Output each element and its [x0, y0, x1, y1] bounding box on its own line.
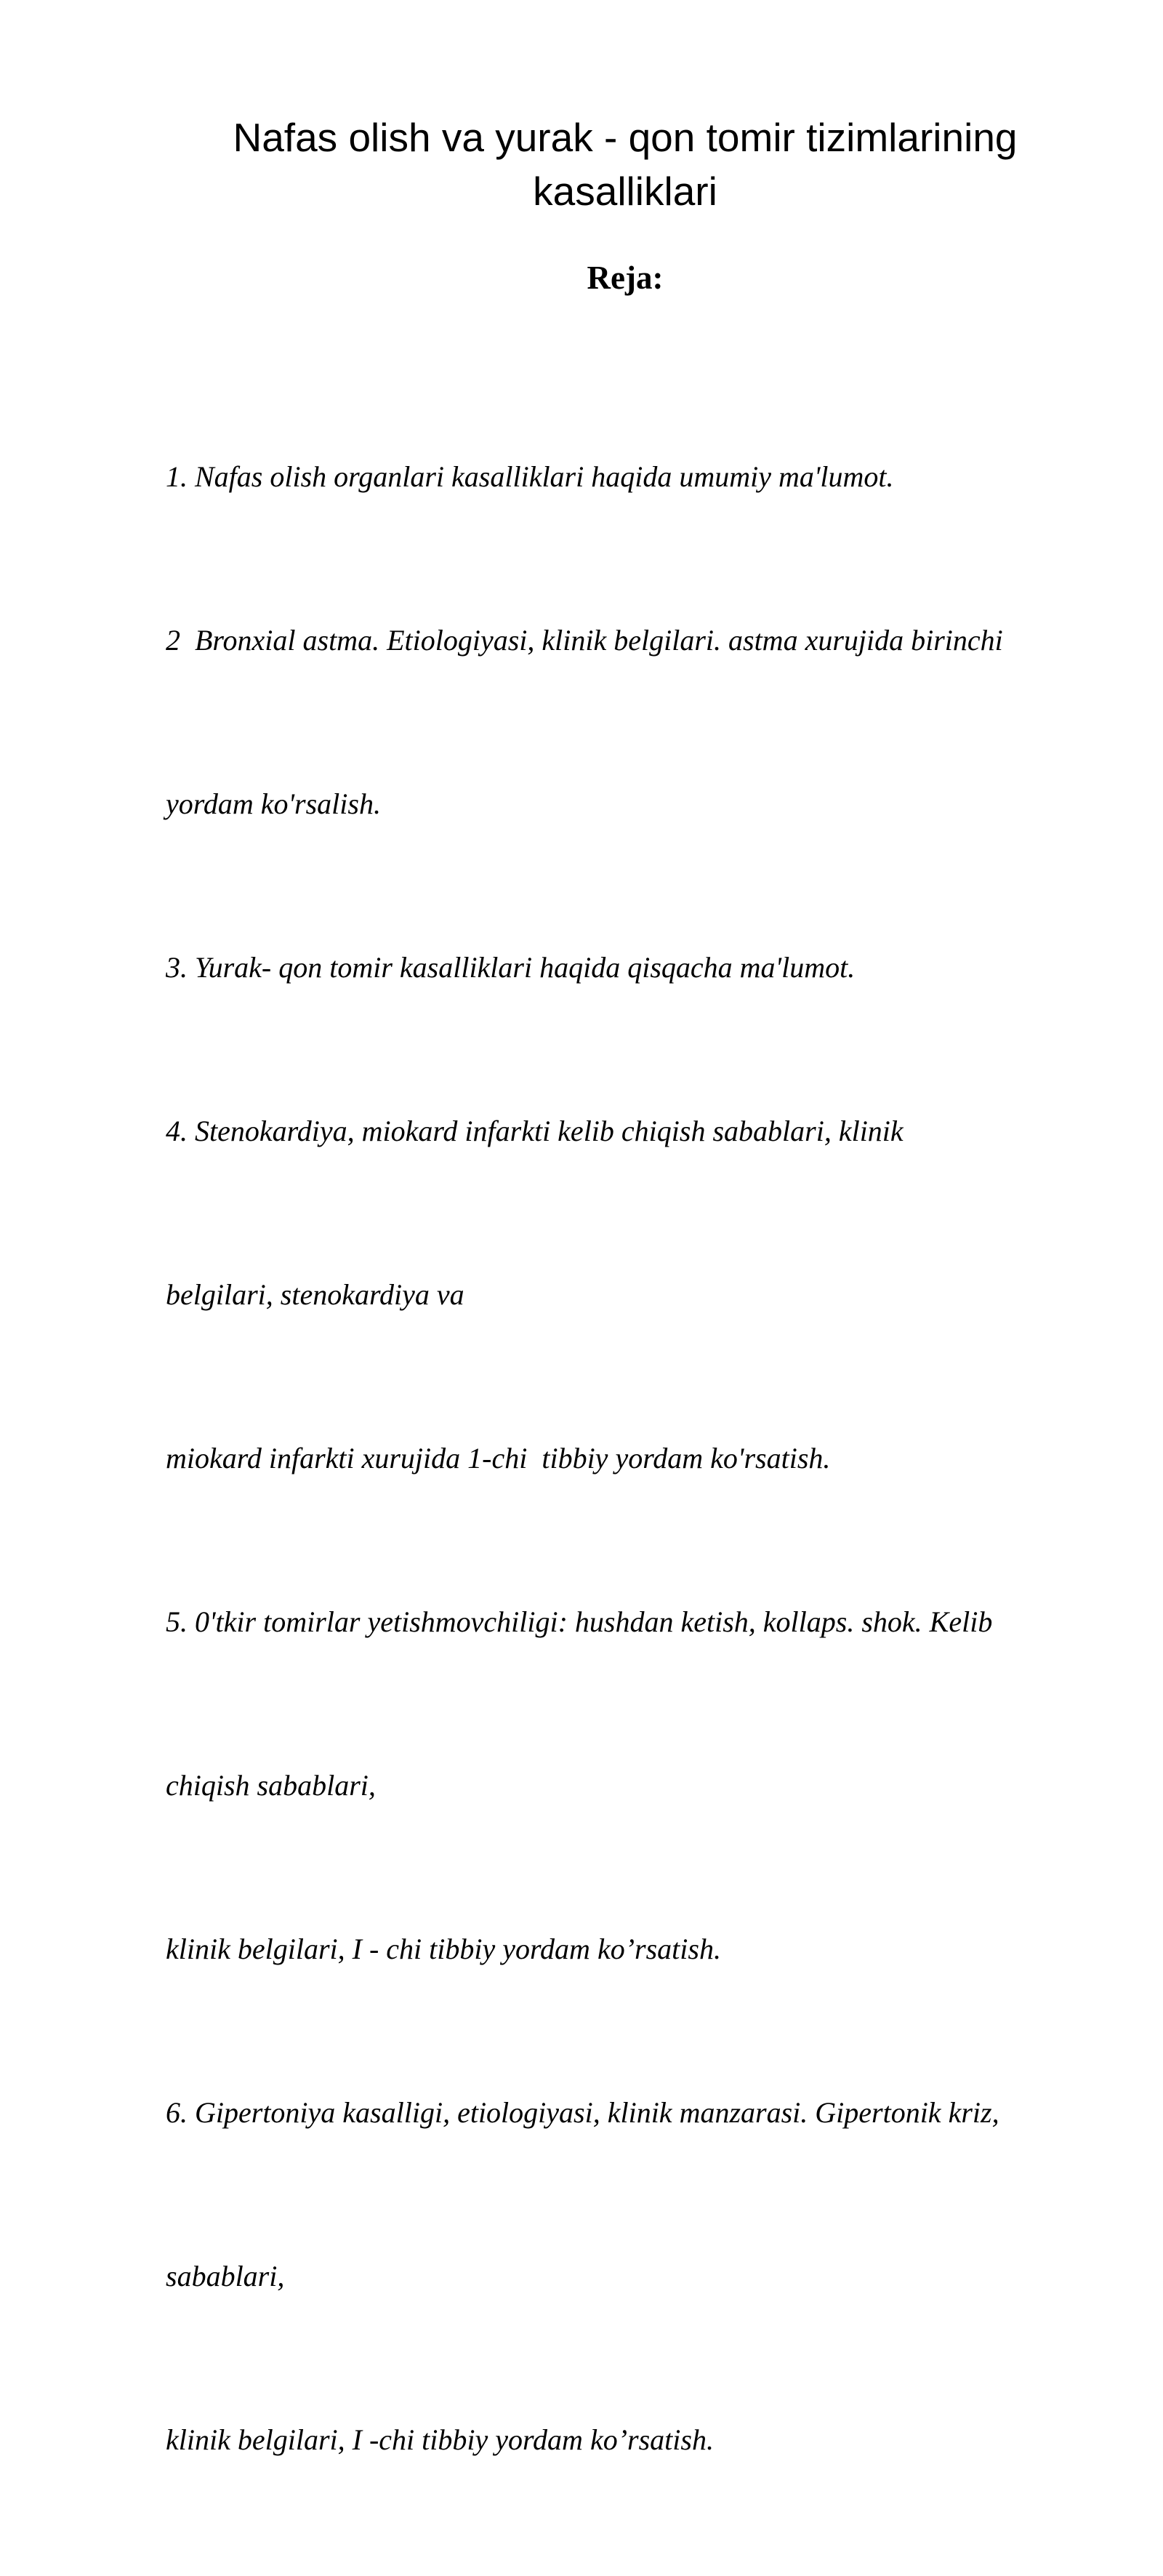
plan-line-11: 6. Gipertoniya kasalligi, etiologiyasi, klinik manzarasi. Gipertonik kriz,	[166, 2096, 999, 2129]
document-title-line-2: kasalliklari	[533, 169, 717, 214]
plan-line-5: 4. Stenokardiya, miokard infarkti kelib chiqish sabablari, klinik	[166, 1115, 904, 1147]
plan-list	[166, 340, 1103, 2576]
plan-line-6: belgilari, stenokardiya va	[166, 1278, 464, 1311]
plan-line-8: 5. 0'tkir tomirlar yetishmovchiligi: hushdan ketish, kollaps. shok. Kelib	[166, 1605, 993, 1638]
plan-line-13: klinik belgilari, I -chi tibbiy yordam ko’rsatish.	[166, 2423, 714, 2456]
plan-line-7: miokard infarkti xurujida 1-chi tibbiy yordam ko'rsatish.	[166, 1442, 831, 1474]
plan-line-4: 3. Yurak- qon tomir kasalliklari haqida qisqacha ma'lumot.	[166, 951, 856, 984]
plan-line-3: yordam ko'rsalish.	[166, 787, 381, 820]
plan-heading: Reja:	[587, 260, 664, 296]
plan-line-12: sabablari,	[166, 2260, 285, 2292]
document-title-line-1: Nafas olish va yurak - qon tomir tizimlarining	[233, 115, 1018, 160]
plan-line-10: klinik belgilari, I - chi tibbiy yordam ko’rsatish.	[166, 1933, 721, 1965]
plan-line-2: 2 Bronxial astma. Etiologiyasi, klinik belgilari. astma xurujida birinchi	[166, 624, 1003, 657]
document-title	[145, 111, 1105, 218]
plan-line-9: chiqish sabablari,	[166, 1769, 376, 1802]
plan-line-1: 1. Nafas olish organlari kasalliklari haqida umumiy ma'lumot.	[166, 460, 894, 493]
